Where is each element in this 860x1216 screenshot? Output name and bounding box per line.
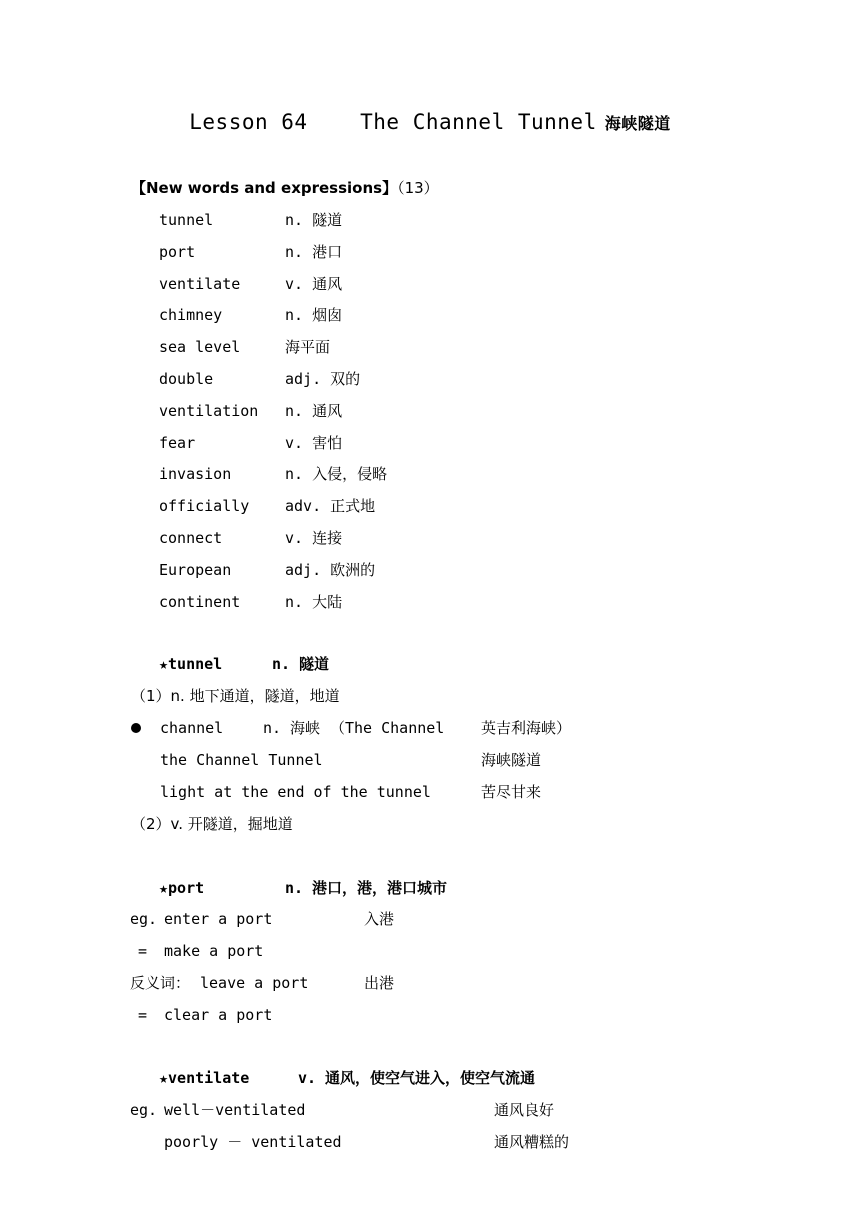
vocab-meaning: 海平面 xyxy=(285,338,331,356)
section-header-label: 【New words and expressions】 xyxy=(131,179,398,197)
vocab-definition xyxy=(285,432,342,454)
vocab-word: tunnel xyxy=(159,211,214,229)
vocab-meaning: 害怕 xyxy=(312,434,343,452)
vocab-pos: adv. xyxy=(285,497,322,515)
vocab-definition xyxy=(285,463,387,485)
phrase-channel-tunnel: the Channel Tunnel xyxy=(160,751,323,769)
vocab-meaning: 入侵，侵略 xyxy=(312,465,388,483)
lesson-name-cn: 海峡隧道 xyxy=(604,114,671,133)
entry-tunnel-head: ★tunnel xyxy=(159,655,223,673)
sense2-number: （2） xyxy=(131,815,171,833)
ventilate-example-poorly: poorly － ventilated xyxy=(164,1133,342,1151)
lesson-name: The Channel Tunnel xyxy=(360,110,597,134)
ventilate-example-well-cn: 通风良好 xyxy=(494,1101,555,1119)
vocab-definition xyxy=(285,304,342,326)
vocab-definition xyxy=(285,273,342,295)
vocab-word: continent xyxy=(159,593,241,611)
entry-port-head: ★port xyxy=(159,879,205,897)
channel-note-cn: 英吉利海峡） xyxy=(481,719,572,737)
vocab-pos: n. xyxy=(285,211,304,229)
vocab-definition xyxy=(285,591,342,613)
channel-pos: n. xyxy=(263,719,282,737)
vocab-definition xyxy=(285,336,330,358)
ventilate-eg-label: eg. xyxy=(130,1101,158,1119)
vocab-meaning: 正式地 xyxy=(330,497,376,515)
vocab-pos: n. xyxy=(285,465,304,483)
vocab-meaning: 欧洲的 xyxy=(330,561,376,579)
vocab-word: invasion xyxy=(159,465,232,483)
sense1-text: n. 地下通道，隧道，地道 xyxy=(170,687,340,705)
vocab-word: fear xyxy=(159,434,196,452)
vocab-definition xyxy=(285,400,342,422)
entry-ventilate-meaning: 通风，使空气进入，使空气流通 xyxy=(325,1069,536,1087)
vocab-word: port xyxy=(159,243,196,261)
phrase-channel-tunnel-cn: 海峡隧道 xyxy=(481,751,542,769)
vocab-definition xyxy=(285,209,342,231)
vocab-pos: n. xyxy=(285,243,304,261)
vocab-word: ventilate xyxy=(159,275,241,293)
vocab-pos: v. xyxy=(285,529,304,547)
port-example-leave: leave a port xyxy=(200,974,309,992)
entry-port-meaning: 港口，港，港口城市 xyxy=(312,879,448,897)
vocab-definition xyxy=(285,368,360,390)
port-example-make: make a port xyxy=(164,942,264,960)
vocab-meaning: 港口 xyxy=(312,243,343,261)
vocab-definition xyxy=(285,495,375,517)
bullet-icon xyxy=(131,723,141,733)
section-header-count: （13） xyxy=(397,179,439,197)
section-header xyxy=(131,177,439,199)
vocab-meaning: 通风 xyxy=(312,275,343,293)
ventilate-example-well: well－ventilated xyxy=(164,1101,306,1119)
port-equals-2: = xyxy=(138,1006,148,1024)
channel-meaning: 海峡 xyxy=(290,719,321,737)
vocab-meaning: 双的 xyxy=(330,370,361,388)
ventilate-example-poorly-cn: 通风糟糕的 xyxy=(494,1133,570,1151)
entry-tunnel-sense1 xyxy=(131,685,340,707)
sense1-number: （1） xyxy=(131,687,171,705)
vocab-pos: v. xyxy=(285,434,304,452)
port-example-leave-cn: 出港 xyxy=(364,974,395,992)
vocab-word: officially xyxy=(159,497,250,515)
vocab-pos: adj. xyxy=(285,370,322,388)
vocab-word: double xyxy=(159,370,214,388)
entry-tunnel-sense2 xyxy=(131,813,293,835)
phrase-light-tunnel: light at the end of the tunnel xyxy=(160,783,431,801)
vocab-definition xyxy=(285,527,342,549)
vocab-word: ventilation xyxy=(159,402,259,420)
entry-ventilate-pos: v. xyxy=(298,1069,317,1087)
vocab-meaning: 连接 xyxy=(312,529,343,547)
vocab-meaning: 大陆 xyxy=(312,593,343,611)
vocab-word: sea level xyxy=(159,338,241,356)
vocab-word: European xyxy=(159,561,232,579)
entry-tunnel-meaning: 隧道 xyxy=(299,655,330,673)
vocab-definition xyxy=(285,559,375,581)
entry-ventilate-head: ★ventilate xyxy=(159,1069,250,1087)
vocab-meaning: 通风 xyxy=(312,402,343,420)
vocab-definition xyxy=(285,241,342,263)
lesson-title xyxy=(0,110,860,134)
entry-port-pos: n. xyxy=(285,879,304,897)
port-antonym-label: 反义词： xyxy=(130,974,191,992)
vocab-pos: v. xyxy=(285,275,304,293)
entry-tunnel-pos: n. xyxy=(272,655,291,673)
vocab-pos: n. xyxy=(285,593,304,611)
vocab-meaning: 隧道 xyxy=(312,211,343,229)
port-example-clear: clear a port xyxy=(164,1006,273,1024)
port-example-enter-cn: 入港 xyxy=(364,910,395,928)
port-eg-label: eg. xyxy=(130,910,158,928)
sense2-text: v. 开隧道，掘地道 xyxy=(170,815,293,833)
lesson-number: Lesson 64 xyxy=(189,110,308,134)
port-example-enter: enter a port xyxy=(164,910,273,928)
port-equals-1: = xyxy=(138,942,148,960)
vocab-word: chimney xyxy=(159,306,223,324)
vocab-pos: n. xyxy=(285,402,304,420)
phrase-light-tunnel-cn: 苦尽甘来 xyxy=(481,783,542,801)
entry-tunnel-heading xyxy=(159,653,222,675)
vocab-word: connect xyxy=(159,529,223,547)
vocab-meaning: 烟囱 xyxy=(312,306,343,324)
channel-note: （The Channel xyxy=(330,719,445,737)
vocab-pos: n. xyxy=(285,306,304,324)
vocab-pos: adj. xyxy=(285,561,322,579)
channel-word: channel xyxy=(160,719,224,737)
